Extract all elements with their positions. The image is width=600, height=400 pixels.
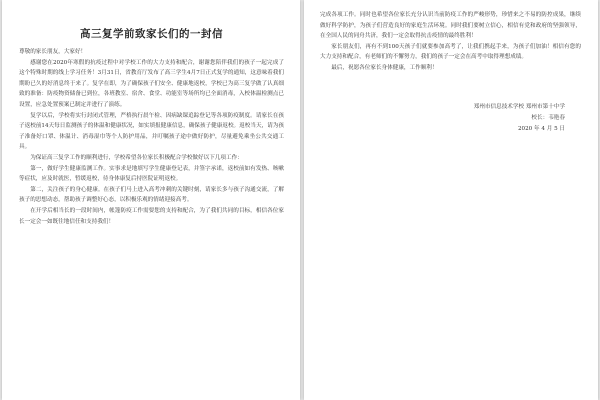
signature-block — [320, 102, 581, 135]
letter-date: 2020 年 4 月 5 日 — [517, 125, 565, 132]
body-paragraph: 完成各项工作。同时也希望各位家长充分认识当前防疫工作的严峻形势，珍惜来之不易的防控成果，继续做好科学防护，为孩子们营造良好的家庭生活环境。同时我们要树立信心，相信有党和政府的坚强领导，在全国人民的同舟共济，我们一定会取得抗击疫情的最终胜利！ — [320, 12, 581, 40]
letter-title: 高三复学前致家长们的一封信 — [80, 28, 223, 40]
salutation: 尊敬的家长朋友，大家好！ — [19, 49, 87, 55]
letter-page-right — [304, 0, 598, 400]
closing-paragraph: 最后，祝愿各位家长身体健康，工作顺利！ — [331, 64, 438, 71]
body-paragraph: 为保证高三复学工作的顺利进行，学校希望各位家长积极配合学校做好以下几项工作： — [30, 154, 243, 161]
body-paragraph: 第二，关注孩子的身心健康。在孩子们马上进入高考冲刺的关键时刻，请家长多与孩子沟通交流，了解孩子的思想动态，帮助孩子调整好心态，以积极乐观的情绪迎接高考。 — [19, 186, 284, 204]
body-paragraph: 在开学后相当长的一段时间内，帐篷防疫工作需要您的支持和配合，为了我们共同的目标，相信各位家长一定会一如既往地信任和支持我们！ — [19, 207, 284, 225]
school-name: 郑州市信息技术学校 郑州市第十中学 — [473, 103, 565, 110]
body-paragraph: 第一，做好学生健康监测工作。实事求是地填写学生健康登记表，并签字承诺，返校前如有发热、咳嗽等症状，应及时就医，暂缓返校，待身体康复后持医院证明返校。 — [19, 165, 284, 183]
principal-name: 校长：韦艳春 — [531, 114, 565, 121]
letter-page-left — [2, 0, 300, 400]
body-paragraph: 感谢您在2020年寒假的抗疫过程中对学校工作的大力支持和配合，谢谢您陪伴我们的孩子一起完成了这个特殊时期的线上学习任务！3月31日，省教育厅发布了高三学生4月7日正式复学的通知，这意味着我们期盼已久的好消息终于来了。复学在即，为了确保孩子们安全、健康地返校，学校已为高三复学做了认真细致的准备：防疫物资储备已到位，各班教室、宿舍、食堂、功能室等场所均已全面消毒，入校体温检测点已设置，应急处置预案已制定并进行了演练。 — [19, 59, 284, 108]
body-paragraph: 家长朋友们，再有不到100天孩子们就要参加高考了，让我们携起手来，为孩子们加油！相信有您的大力支持和配合，有老师们的不懈努力，我们的孩子一定会在高考中取得理想成绩。 — [320, 43, 581, 61]
body-paragraph: 复学以后，学校将实行封闭式管理，严格执行晨午检、因病缺课追踪登记等各项防疫制度。请家长在孩子返校前14天每日监测孩子的体温和健康状况，如实填报健康信息，确保孩子健康返校。返校当天，请为孩子准备好口罩、体温计、消毒湿巾等个人防护用品，并叮嘱孩子途中做好防护，尽量避免乘坐公共交通工具。 — [19, 112, 284, 151]
